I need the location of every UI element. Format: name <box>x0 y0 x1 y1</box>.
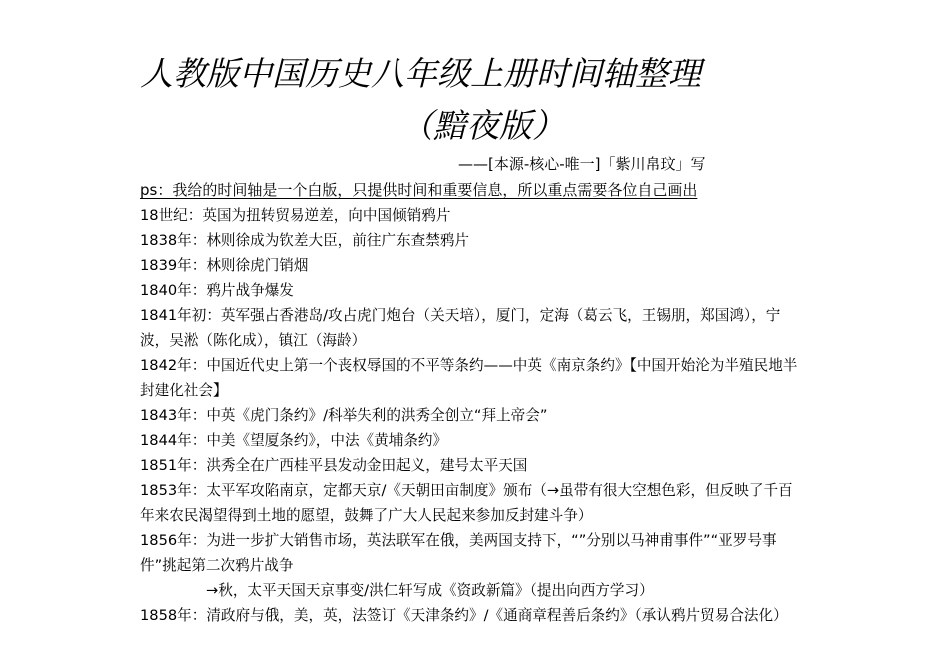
entry-text: 中英《虎门条约》/科举失利的洪秀全创立“拜上帝会” <box>206 407 548 424</box>
entry-date: 1841年初： <box>140 307 221 324</box>
timeline-entry <box>140 253 805 278</box>
timeline-entry <box>140 303 805 353</box>
entry-text: 太平军攻陷南京，定都天京/《天朝田亩制度》颁布（→虽带有很大空想色彩，但反映了千百年来农民渴望得到土地的愿望，鼓舞了广大人民起来参加反封建斗争） <box>140 482 793 524</box>
entry-date: 18世纪： <box>140 207 203 224</box>
timeline-entry <box>140 603 805 628</box>
timeline-entry <box>140 453 805 478</box>
author-line: ——[本源-核心-唯一]「紫川帛玟」写 <box>458 155 706 173</box>
timeline-entry <box>140 203 805 228</box>
entry-text: 中美《望厦条约》，中法《黄埔条约》 <box>206 432 448 449</box>
entry-date: 1853年： <box>140 482 207 499</box>
entry-text: 英国为扭转贸易逆差，向中国倾销鸦片 <box>202 207 451 224</box>
note-line: ps：我给的时间轴是一个白版，只提供时间和重要信息，所以重点需要各位自己画出 <box>140 181 698 199</box>
entry-date: 1858年： <box>140 607 207 624</box>
entry-date: 1840年： <box>140 282 207 299</box>
entry-text: 鸦片战争爆发 <box>206 282 294 299</box>
entry-date: 1839年： <box>140 257 207 274</box>
document-title: 人教版中国历史八年级上册时间轴整理 <box>140 54 701 93</box>
timeline-entry <box>140 428 805 453</box>
timeline-entry <box>140 228 805 253</box>
entry-date: 1843年： <box>140 407 207 424</box>
timeline-entry <box>140 528 805 578</box>
entry-date: 1851年： <box>140 457 207 474</box>
entry-date: 1838年： <box>140 232 207 249</box>
entry-date: 1844年： <box>140 432 207 449</box>
entry-text: 为进一步扩大销售市场，英法联军在俄，美两国支持下，“”分别以马神甫事件”“亚罗号事件”挑起第二次鸦片战争 <box>140 532 777 574</box>
document-subtitle: （黯夜版） <box>400 106 565 145</box>
entry-text: 中国近代史上第一个丧权辱国的不平等条约——中英《南京条约》【中国开始沦为半殖民地半封建化社会】 <box>140 357 798 399</box>
timeline-list <box>140 203 805 628</box>
entry-text: 英军强占香港岛/攻占虎门炮台（关天培），厦门，定海（葛云飞，王锡朋，郑国鸿），宁波，吴淞（陈化成），镇江（海龄） <box>140 307 781 349</box>
entry-text: 林则徐虎门销烟 <box>206 257 309 274</box>
entry-text: 洪秀全在广西桂平县发动金田起义，建号太平天国 <box>206 457 528 474</box>
timeline-entry <box>140 478 805 528</box>
entry-date: 1842年： <box>140 357 207 374</box>
entry-date: 1856年： <box>140 532 207 549</box>
entry-text: 清政府与俄，美，英，法签订《天津条约》/《通商章程善后条约》（承认鸦片贸易合法化） <box>206 607 788 624</box>
timeline-entry <box>140 353 805 403</box>
timeline-entry <box>140 278 805 303</box>
timeline-entry-continuation <box>140 578 805 603</box>
entry-text: →秋，太平天国天京事变/洪仁轩写成《资政新篇》（提出向西方学习） <box>206 582 654 599</box>
entry-text: 林则徐成为钦差大臣，前往广东查禁鸦片 <box>206 232 470 249</box>
timeline-entry <box>140 403 805 428</box>
